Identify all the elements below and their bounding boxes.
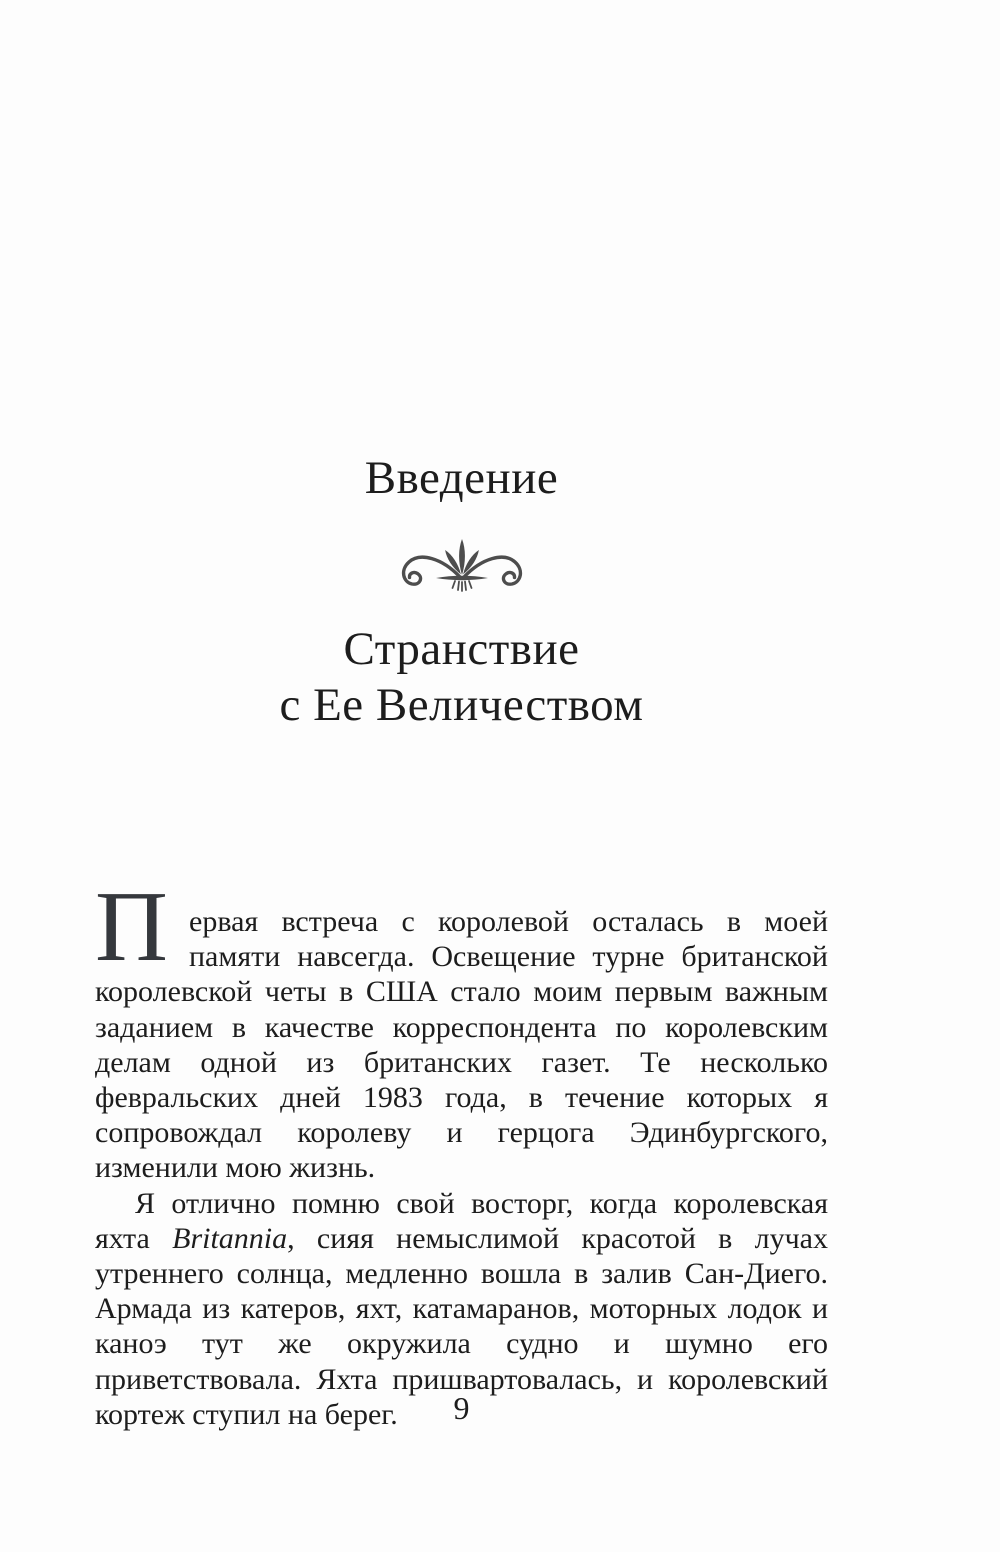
text-column — [95, 0, 828, 1552]
paragraph-1 — [95, 870, 828, 1186]
fleuron-ornament-icon — [95, 536, 828, 592]
section-title-line-1: Странствие — [343, 623, 580, 675]
paragraph-1-text: ервая встреча с королевой осталась в моей памяти навсегда. Освещение турне британской королевской четы в США стало моим первым важным заданием в качестве корреспондента по королевским делам одной из британских газет. Те несколько февральских дней 1983 года, в течение которых я сопровождал королеву и герцога Эдинбургского, изменили мою жизнь. — [95, 905, 828, 1185]
section-title-line-2: с Ее Величеством — [279, 679, 644, 731]
text-run: Я отлично помню свой восторг, когда королевская яхта — [95, 1186, 828, 1255]
section-title — [95, 621, 828, 733]
page-number: 9 — [453, 1390, 470, 1426]
body-text — [95, 870, 828, 1432]
italic-text-run: Britannia — [172, 1221, 288, 1255]
chapter-title: Введение — [364, 452, 559, 504]
drop-cap: П — [95, 870, 168, 982]
text-run: , сияя немыслимой красотой в лучах утреннего солнца, медленно вошла в залив Сан-Диего. Армада из катеров, яхт, катамаранов, моторных лодок и каноэ тут же окружила судно и шумно его приветствовала. Яхта пришвартовалась, и королевский кортеж ступил на берег. — [95, 1221, 828, 1431]
